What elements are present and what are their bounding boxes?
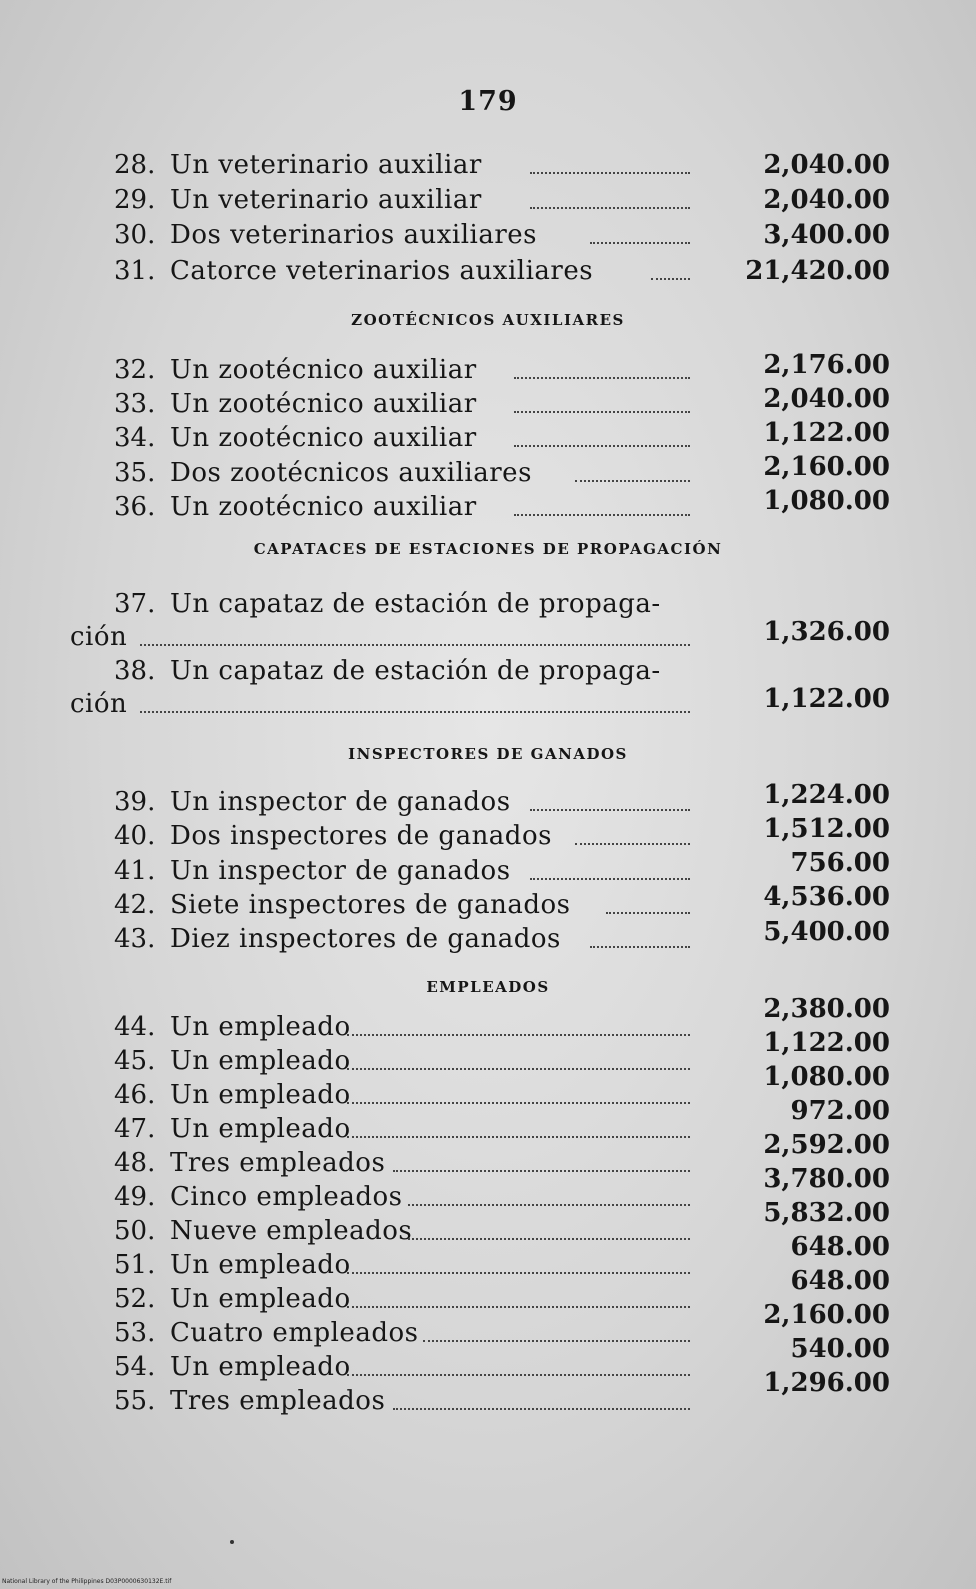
item-number: 45. [114,1046,156,1076]
item-description: Un inspector de ganados [170,856,511,886]
item-description: Un zootécnico auxiliar [170,389,477,419]
line-item [114,150,714,184]
item-number: 54. [114,1352,156,1382]
line-item [114,1386,714,1420]
line-item [114,389,714,423]
item-description: Un empleado [170,1114,351,1144]
item-description: Un capataz de estación de propaga- [170,589,661,619]
item-number: 53. [114,1318,156,1348]
item-amount: 4,536.00 [763,882,890,912]
item-amount: 2,380.00 [763,994,890,1024]
item-amount: 2,040.00 [763,150,890,180]
section-heading: INSPECTORES DE GANADOS [348,745,628,763]
line-item [114,656,714,690]
line-item [114,890,714,924]
item-amount: 1,296.00 [763,1368,890,1398]
item-number: 42. [114,890,156,920]
item-number: 29. [114,185,156,215]
dot-leader [530,878,690,880]
dot-leader [393,1408,690,1410]
section-heading: CAPATACES DE ESTACIONES DE PROPAGACIÓN [253,540,723,558]
line-item [114,1216,714,1250]
line-item [114,256,714,290]
line-item [114,924,714,958]
item-number: 36. [114,492,156,522]
dot-leader [423,1340,690,1342]
item-amount: 972.00 [790,1096,890,1126]
dot-leader [590,946,690,948]
dot-leader [651,278,690,280]
dot-leader [140,711,690,713]
line-item [114,1250,714,1284]
line-item [114,1046,714,1080]
dot-leader [347,1272,690,1274]
dot-leader [347,1034,690,1036]
item-number: 50. [114,1216,156,1246]
item-description: Un empleado [170,1080,351,1110]
item-number: 55. [114,1386,156,1416]
item-amount: 2,176.00 [763,350,890,380]
item-amount: 2,592.00 [763,1130,890,1160]
item-description: Un zootécnico auxiliar [170,355,477,385]
item-description: Dos inspectores de ganados [170,821,552,851]
item-number: 35. [114,458,156,488]
line-item [114,1318,714,1352]
item-description: Catorce veterinarios auxiliares [170,256,594,286]
dot-leader [606,912,690,914]
item-number: 38. [114,656,156,686]
item-number: 43. [114,924,156,954]
item-number: 32. [114,355,156,385]
item-description: Tres empleados [170,1148,386,1178]
dot-leader [514,514,690,516]
item-number: 34. [114,423,156,453]
dot-leader [347,1102,690,1104]
item-amount: 3,400.00 [763,220,890,250]
dot-leader [347,1068,690,1070]
item-number: 51. [114,1250,156,1280]
line-item [114,355,714,389]
item-amount: 1,080.00 [763,1062,890,1092]
item-amount: 3,780.00 [763,1164,890,1194]
line-item [114,185,714,219]
item-description: Un empleado [170,1046,351,1076]
line-item [114,1182,714,1216]
item-description: Cuatro empleados [170,1318,419,1348]
item-description: Tres empleados [170,1386,386,1416]
item-description: Un empleado [170,1284,351,1314]
item-description: Un capataz de estación de propaga- [170,656,661,686]
line-item [114,856,714,890]
line-item [114,1352,714,1386]
line-item [114,1114,714,1148]
speck [230,1540,234,1544]
item-description-continuation: ción [70,622,128,652]
item-amount: 1,080.00 [763,486,890,516]
item-number: 28. [114,150,156,180]
line-item [114,1148,714,1182]
line-item [114,1012,714,1046]
item-amount: 1,122.00 [763,418,890,448]
line-item [114,1284,714,1318]
item-number: 30. [114,220,156,250]
item-amount: 5,400.00 [763,917,890,947]
item-amount: 5,832.00 [763,1198,890,1228]
item-description: Un inspector de ganados [170,787,511,817]
item-description: Diez inspectores de ganados [170,924,561,954]
item-amount: 1,512.00 [763,814,890,844]
item-description: Un empleado [170,1012,351,1042]
item-description: Un veterinario auxiliar [170,185,482,215]
item-amount: 1,326.00 [763,617,890,647]
page-number: 179 [458,86,518,117]
item-description: Un zootécnico auxiliar [170,492,477,522]
item-amount: 648.00 [790,1232,890,1262]
item-number: 31. [114,256,156,286]
item-number: 52. [114,1284,156,1314]
section-heading: EMPLEADOS [426,978,550,996]
item-number: 49. [114,1182,156,1212]
dot-leader [530,172,690,174]
item-amount: 1,122.00 [763,684,890,714]
item-amount: 1,224.00 [763,780,890,810]
section-heading: ZOOTÉCNICOS AUXILIARES [351,311,625,329]
item-number: 33. [114,389,156,419]
line-item [114,423,714,457]
item-amount: 540.00 [790,1334,890,1364]
item-description: Dos zootécnicos auxiliares [170,458,532,488]
item-amount: 2,040.00 [763,185,890,215]
item-number: 37. [114,589,156,619]
item-amount: 756.00 [790,848,890,878]
line-item [114,1080,714,1114]
item-amount: 648.00 [790,1266,890,1296]
item-number: 47. [114,1114,156,1144]
line-item [114,458,714,492]
dot-leader [575,480,690,482]
dot-leader [408,1238,690,1240]
item-description: Dos veterinarios auxiliares [170,220,538,250]
item-number: 41. [114,856,156,886]
item-description: Un zootécnico auxiliar [170,423,477,453]
item-number: 44. [114,1012,156,1042]
item-amount: 2,040.00 [763,384,890,414]
line-item [114,492,714,526]
dot-leader [575,843,690,845]
dot-leader [514,445,690,447]
dot-leader [590,242,690,244]
dot-leader [347,1136,690,1138]
item-description: Un empleado [170,1250,351,1280]
dot-leader [393,1170,690,1172]
item-description: Un veterinario auxiliar [170,150,482,180]
item-amount: 21,420.00 [745,256,890,286]
item-amount: 1,122.00 [763,1028,890,1058]
item-description: Nueve empleados [170,1216,413,1246]
item-description: Un empleado [170,1352,351,1382]
line-item [114,220,714,254]
item-amount: 2,160.00 [763,452,890,482]
item-number: 46. [114,1080,156,1110]
item-description: Siete inspectores de ganados [170,890,571,920]
dot-leader [408,1204,690,1206]
item-number: 40. [114,821,156,851]
item-number: 39. [114,787,156,817]
dot-leader [347,1306,690,1308]
item-amount: 2,160.00 [763,1300,890,1330]
dot-leader [530,809,690,811]
dot-leader [514,411,690,413]
item-description-continuation: ción [70,689,128,719]
scan-footer: National Library of the Philippines D03P0000630132E.tif [2,1578,172,1585]
line-item [114,787,714,821]
line-item [114,589,714,623]
dot-leader [514,377,690,379]
dot-leader [530,207,690,209]
item-number: 48. [114,1148,156,1178]
line-item [114,821,714,855]
item-description: Cinco empleados [170,1182,403,1212]
dot-leader [140,644,690,646]
dot-leader [347,1374,690,1376]
